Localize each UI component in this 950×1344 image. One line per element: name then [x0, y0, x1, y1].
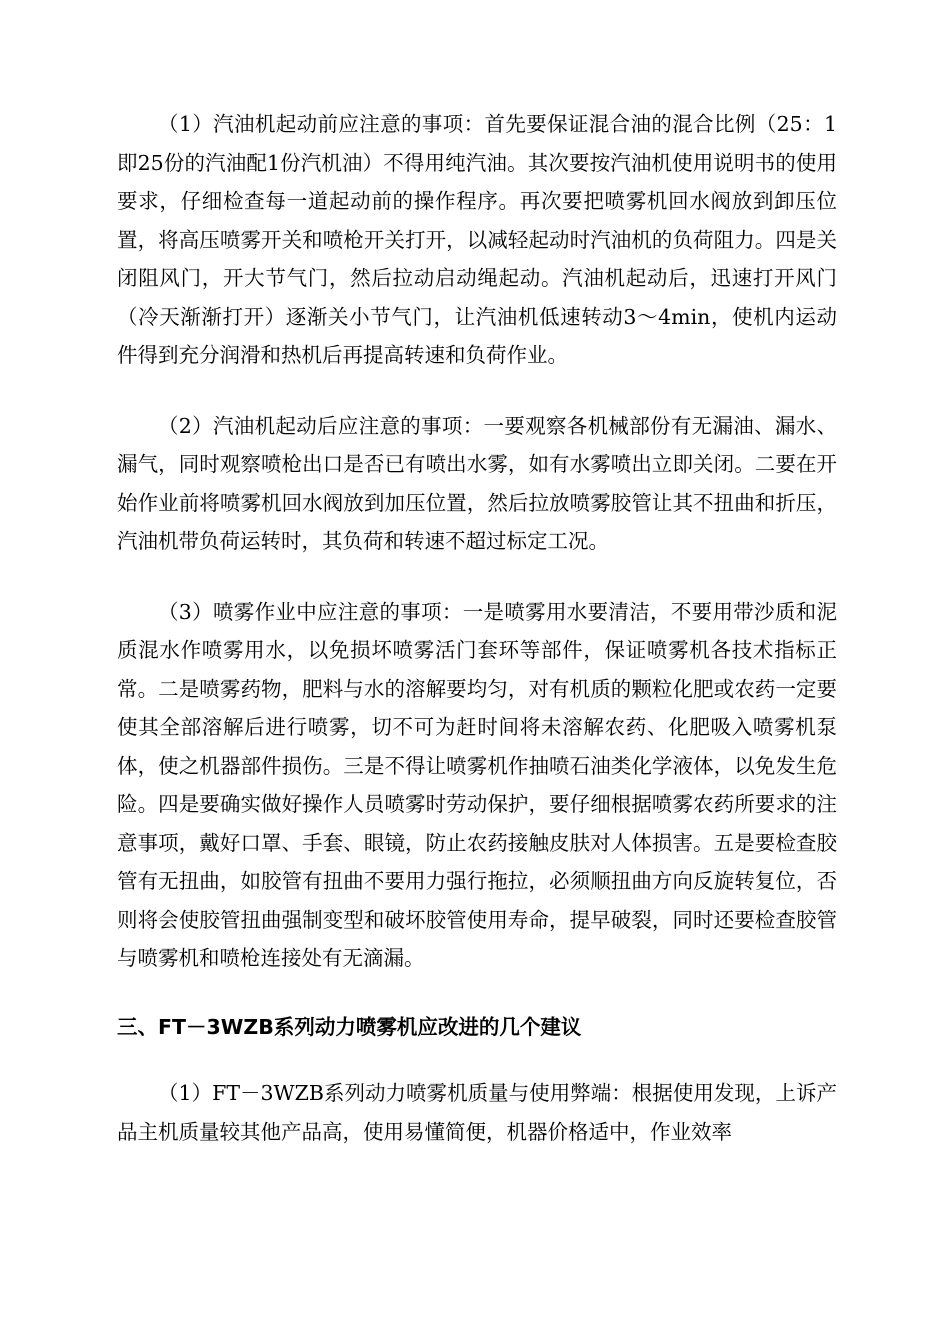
paragraph-quality-drawbacks: （1）FT－3WZB系列动力喷雾机质量与使用弊端：根据使用发现，上诉产品主机质量较其他产品高，使用易懂简便，机器价格适中，作业效率	[117, 1081, 837, 1144]
paragraph-after-start-precautions: （2）汽油机起动后应注意的事项：一要观察各机械部份有无漏油、漏水、漏气，同时观察喷枪出口是否已有喷出水雾，如有水雾喷出立即关闭。二要在开始作业前将喷雾机回水阀放到加压位置，然后拉放喷雾胶管让其不扭曲和折压，汽油机带负荷运转时，其负荷和转速不超过标定工况。	[117, 413, 837, 553]
section-heading: 三、FT－3WZB系列动力喷雾机应改进的几个建议	[117, 1014, 582, 1039]
paragraph-engine-start-precautions: （1）汽油机起动前应注意的事项：首先要保证混合油的混合比例（25：1即25份的汽油配1份汽机油）不得用纯汽油。其次要按汽油机使用说明书的使用要求，仔细检查每一道起动前的操作程序。再次要把喷雾机回水阀放到卸压位置，将高压喷雾开关和喷枪开关打开，以减轻起动时汽油机的负荷阻力。四是关闭阻风门，开大节气门，然后拉动启动绳起动。汽油机起动后，迅速打开风门（冷天渐渐打开）逐渐关小节气门，让汽油机低速转动3～4min，使机内运动件得到充分润滑和热机后再提高转速和负荷作业。	[117, 112, 837, 367]
paragraph-spraying-precautions: （3）喷雾作业中应注意的事项：一是喷雾用水要清洁，不要用带沙质和泥质混水作喷雾用水，以免损坏喷雾活门套环等部件，保证喷雾机各技术指标正常。二是喷雾药物，肥料与水的溶解要均匀，对有机质的颗粒化肥或农药一定要使其全部溶解后进行喷雾，切不可为赶时间将未溶解农药、化肥吸入喷雾机泵体，使之机器部件损伤。三是不得让喷雾机作抽喷石油类化学液体，以免发生危险。四是要确实做好操作人员喷雾时劳动保护，要仔细根据喷雾农药所要求的注意事项，戴好口罩、手套、眼镜，防止农药接触皮肤对人体损害。五是要检查胶管有无扭曲，如胶管有扭曲不要用力强行拖拉，必须顺扭曲方向反旋转复位，否则将会使胶管扭曲强制变型和破坏胶管使用寿命，提早破裂，同时还要检查胶管与喷雾机和喷枪连接处有无滴漏。	[117, 599, 837, 970]
document-page	[117, 105, 837, 1151]
